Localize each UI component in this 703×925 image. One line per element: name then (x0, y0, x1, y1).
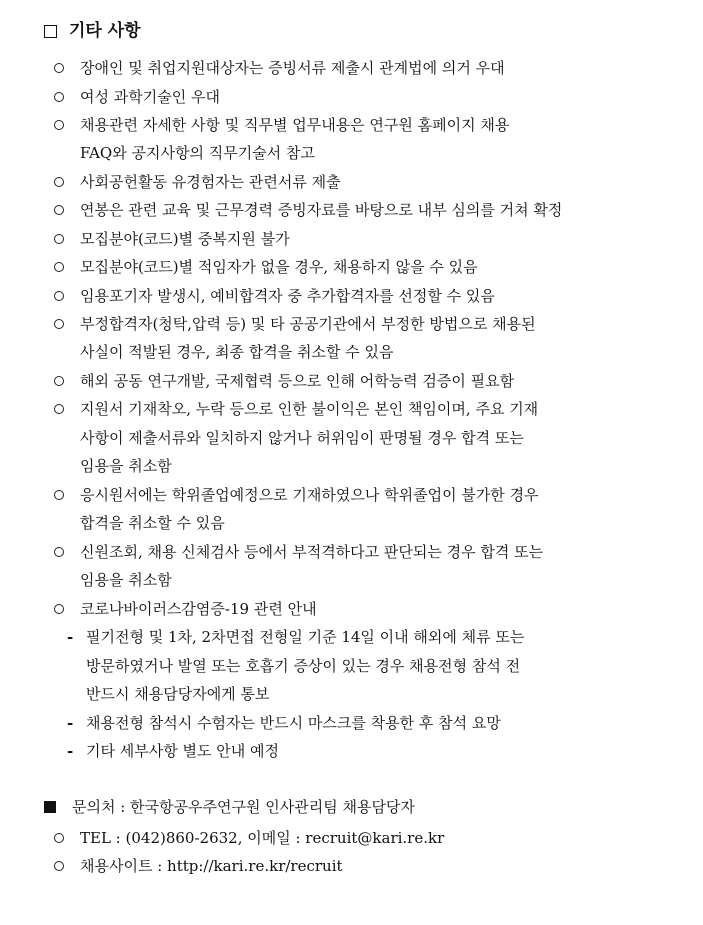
section-heading (44, 20, 141, 42)
circle-bullet-icon (54, 404, 64, 414)
circle-bullet-icon (54, 490, 64, 500)
list-item-text: 해외 공동 연구개발, 국제협력 등으로 인해 어학능력 검증이 필요함 (80, 372, 515, 390)
list-item-text: 합격을 취소할 수 있음 (80, 514, 225, 532)
circle-bullet-icon (54, 63, 64, 73)
list-item-text: 사항이 제출서류와 일치하지 않거나 허위임이 판명될 경우 합격 또는 (80, 429, 524, 447)
list-item-text: 부정합격자(청탁,압력 등) 및 타 공공기관에서 부정한 방법으로 채용된 (80, 315, 536, 333)
circle-bullet-icon (54, 234, 64, 244)
circle-bullet-icon (54, 861, 64, 871)
list-item-text: 지원서 기재착오, 누락 등으로 인한 불이익은 본인 책임이며, 주요 기재 (80, 400, 539, 418)
list-item-text: 임용을 취소함 (80, 571, 172, 589)
list-item-text: 장애인 및 취업지원대상자는 증빙서류 제출시 관계법에 의거 우대 (80, 59, 505, 77)
list-item-text: 임용포기자 발생시, 예비합격자 중 추가합격자를 선정할 수 있음 (80, 287, 495, 305)
circle-bullet-icon (54, 319, 64, 329)
list-item-text: 여성 과학기술인 우대 (80, 88, 220, 106)
sub-list-item-text: 필기전형 및 1차, 2차면접 전형일 기준 14일 이내 해외에 체류 또는 (86, 628, 525, 646)
circle-bullet-icon (54, 205, 64, 215)
sub-list-item-text: 반드시 채용담당자에게 통보 (86, 685, 270, 703)
list-item-text: 연봉은 관련 교육 및 근무경력 증빙자료를 바탕으로 내부 심의를 거쳐 확정 (80, 201, 563, 219)
black-square-icon (44, 801, 56, 813)
contact-tel-text[interactable]: TEL : (042)860-2632, 이메일 : recruit@kari.re.kr (80, 829, 445, 847)
list-item-text: 신원조회, 채용 신체검사 등에서 부적격하다고 판단되는 경우 합격 또는 (80, 543, 544, 561)
list-item-text: 코로나바이러스감염증-19 관련 안내 (80, 600, 317, 618)
section-title: 기타 사항 (69, 21, 141, 41)
list-item-text: 사실이 적발된 경우, 최종 합격을 취소할 수 있음 (80, 343, 394, 361)
sub-list-item-text: 기타 세부사항 별도 안내 예정 (86, 742, 279, 760)
list-item-text: 임용을 취소함 (80, 457, 172, 475)
circle-bullet-icon (54, 547, 64, 557)
list-item-text: 사회공헌활동 유경험자는 관련서류 제출 (80, 173, 341, 191)
circle-bullet-icon (54, 262, 64, 272)
list-item-text: 응시원서에는 학위졸업예정으로 기재하였으나 학위졸업이 불가한 경우 (80, 486, 539, 504)
dash-bullet-icon: - (67, 742, 74, 760)
circle-bullet-icon (54, 92, 64, 102)
circle-bullet-icon (54, 291, 64, 301)
circle-bullet-icon (54, 177, 64, 187)
list-item-text: 채용관련 자세한 사항 및 직무별 업무내용은 연구원 홈페이지 채용 (80, 116, 510, 134)
list-item-text: 모집분야(코드)별 적임자가 없을 경우, 채용하지 않을 수 있음 (80, 258, 478, 276)
sub-list-item-text: 채용전형 참석시 수험자는 반드시 마스크를 착용한 후 참석 요망 (86, 714, 501, 732)
contact-site-link[interactable]: 채용사이트 : http://kari.re.kr/recruit (80, 857, 343, 875)
contact-heading-text: 문의처 : 한국항공우주연구원 인사관리팀 채용담당자 (72, 798, 415, 816)
list-item-text: FAQ와 공지사항의 직무기술서 참고 (80, 144, 315, 162)
checkbox-square-icon (44, 25, 57, 38)
circle-bullet-icon (54, 833, 64, 843)
circle-bullet-icon (54, 120, 64, 130)
dash-bullet-icon: - (67, 628, 74, 646)
dash-bullet-icon: - (67, 714, 74, 732)
circle-bullet-icon (54, 604, 64, 614)
circle-bullet-icon (54, 376, 64, 386)
list-item-text: 모집분야(코드)별 중복지원 불가 (80, 230, 290, 248)
sub-list-item-text: 방문하였거나 발열 또는 호흡기 증상이 있는 경우 채용전형 참석 전 (86, 657, 521, 675)
